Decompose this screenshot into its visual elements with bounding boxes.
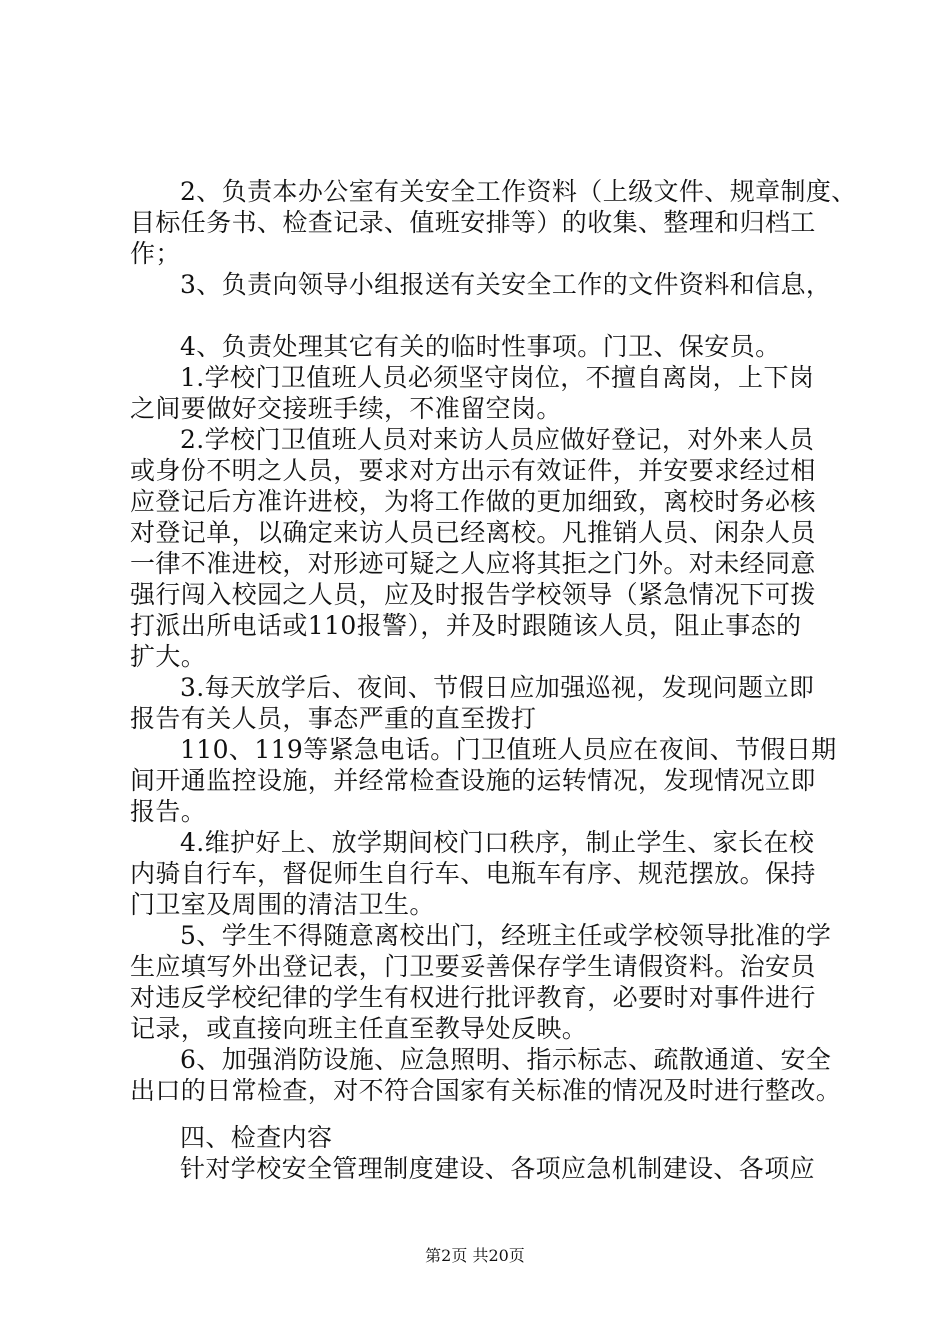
paragraph-line: 作； xyxy=(130,239,181,268)
paragraph-line: 1.学校门卫值班人员必须坚守岗位，不擅自离岗，上下岗 xyxy=(180,363,815,392)
paragraph-line: 打派出所电话或110报警），并及时跟随该人员，阻止事态的 xyxy=(130,611,802,640)
paragraph-line: 对违反学校纪律的学生有权进行批评教育，必要时对事件进行 xyxy=(130,983,816,1012)
paragraph-line: 2.学校门卫值班人员对来访人员应做好登记，对外来人员 xyxy=(180,425,815,454)
paragraph-line: 报告。 xyxy=(130,797,207,826)
paragraph-line: 应登记后方准许进校，为将工作做的更加细致，离校时务必核 xyxy=(130,487,816,516)
paragraph-line: 2、负责本办公室有关安全工作资料（上级文件、规章制度、 xyxy=(180,177,857,206)
paragraph-line: 扩大。 xyxy=(130,642,207,671)
paragraph-line: 强行闯入校园之人员，应及时报告学校领导（紧急情况下可拨 xyxy=(130,580,816,609)
section-heading: 四、检查内容 xyxy=(180,1123,333,1152)
paragraph-line: 一律不准进校，对形迹可疑之人应将其拒之门外。对未经同意 xyxy=(130,549,816,578)
paragraph-line: 5、学生不得随意离校出门，经班主任或学校领导批准的学 xyxy=(180,921,832,950)
paragraph-line: 针对学校安全管理制度建设、各项应急机制建设、各项应 xyxy=(180,1154,816,1183)
paragraph-line: 6、加强消防设施、应急照明、指示标志、疏散通道、安全 xyxy=(180,1045,832,1074)
paragraph-line: 之间要做好交接班手续，不准留空岗。 xyxy=(130,394,562,423)
document-body xyxy=(130,176,857,1184)
paragraph-line: 目标任务书、检查记录、值班安排等）的收集、整理和归档工 xyxy=(130,208,816,237)
paragraph-line: 4.维护好上、放学期间校门口秩序，制止学生、家长在校 xyxy=(180,828,815,857)
paragraph-line: 内骑自行车，督促师生自行车、电瓶车有序、规范摆放。保持 xyxy=(130,859,816,888)
paragraph-line: 出口的日常检查，对不符合国家有关标准的情况及时进行整改。 xyxy=(130,1076,842,1105)
paragraph-line: 生应填写外出登记表，门卫要妥善保存学生请假资料。治安员 xyxy=(130,952,816,981)
page-number-footer: 第2页 共20页 xyxy=(425,1246,525,1265)
paragraph-line: 或身份不明之人员，要求对方出示有效证件，并安要求经过相 xyxy=(130,456,816,485)
paragraph-line: 3、负责向领导小组报送有关安全工作的文件资料和信息， xyxy=(180,270,832,299)
paragraph-gap xyxy=(130,1106,830,1122)
paragraph-line: 报告有关人员，事态严重的直至拨打 xyxy=(130,704,537,733)
paragraph-line: 门卫室及周围的清洁卫生。 xyxy=(130,890,435,919)
paragraph-line: 110、119等紧急电话。门卫值班人员应在夜间、节假日期 xyxy=(180,735,837,764)
paragraph-line: 4、负责处理其它有关的临时性事项。门卫、保安员。 xyxy=(180,332,781,361)
paragraph-line: 记录，或直接向班主任直至教导处反映。 xyxy=(130,1014,588,1043)
paragraph-line: 对登记单，以确定来访人员已经离校。凡推销人员、闲杂人员 xyxy=(130,518,816,547)
paragraph-line: 3.每天放学后、夜间、节假日应加强巡视，发现问题立即 xyxy=(180,673,815,702)
paragraph-gap xyxy=(130,300,830,331)
paragraph-line: 间开通监控设施，并经常检查设施的运转情况，发现情况立即 xyxy=(130,766,816,795)
